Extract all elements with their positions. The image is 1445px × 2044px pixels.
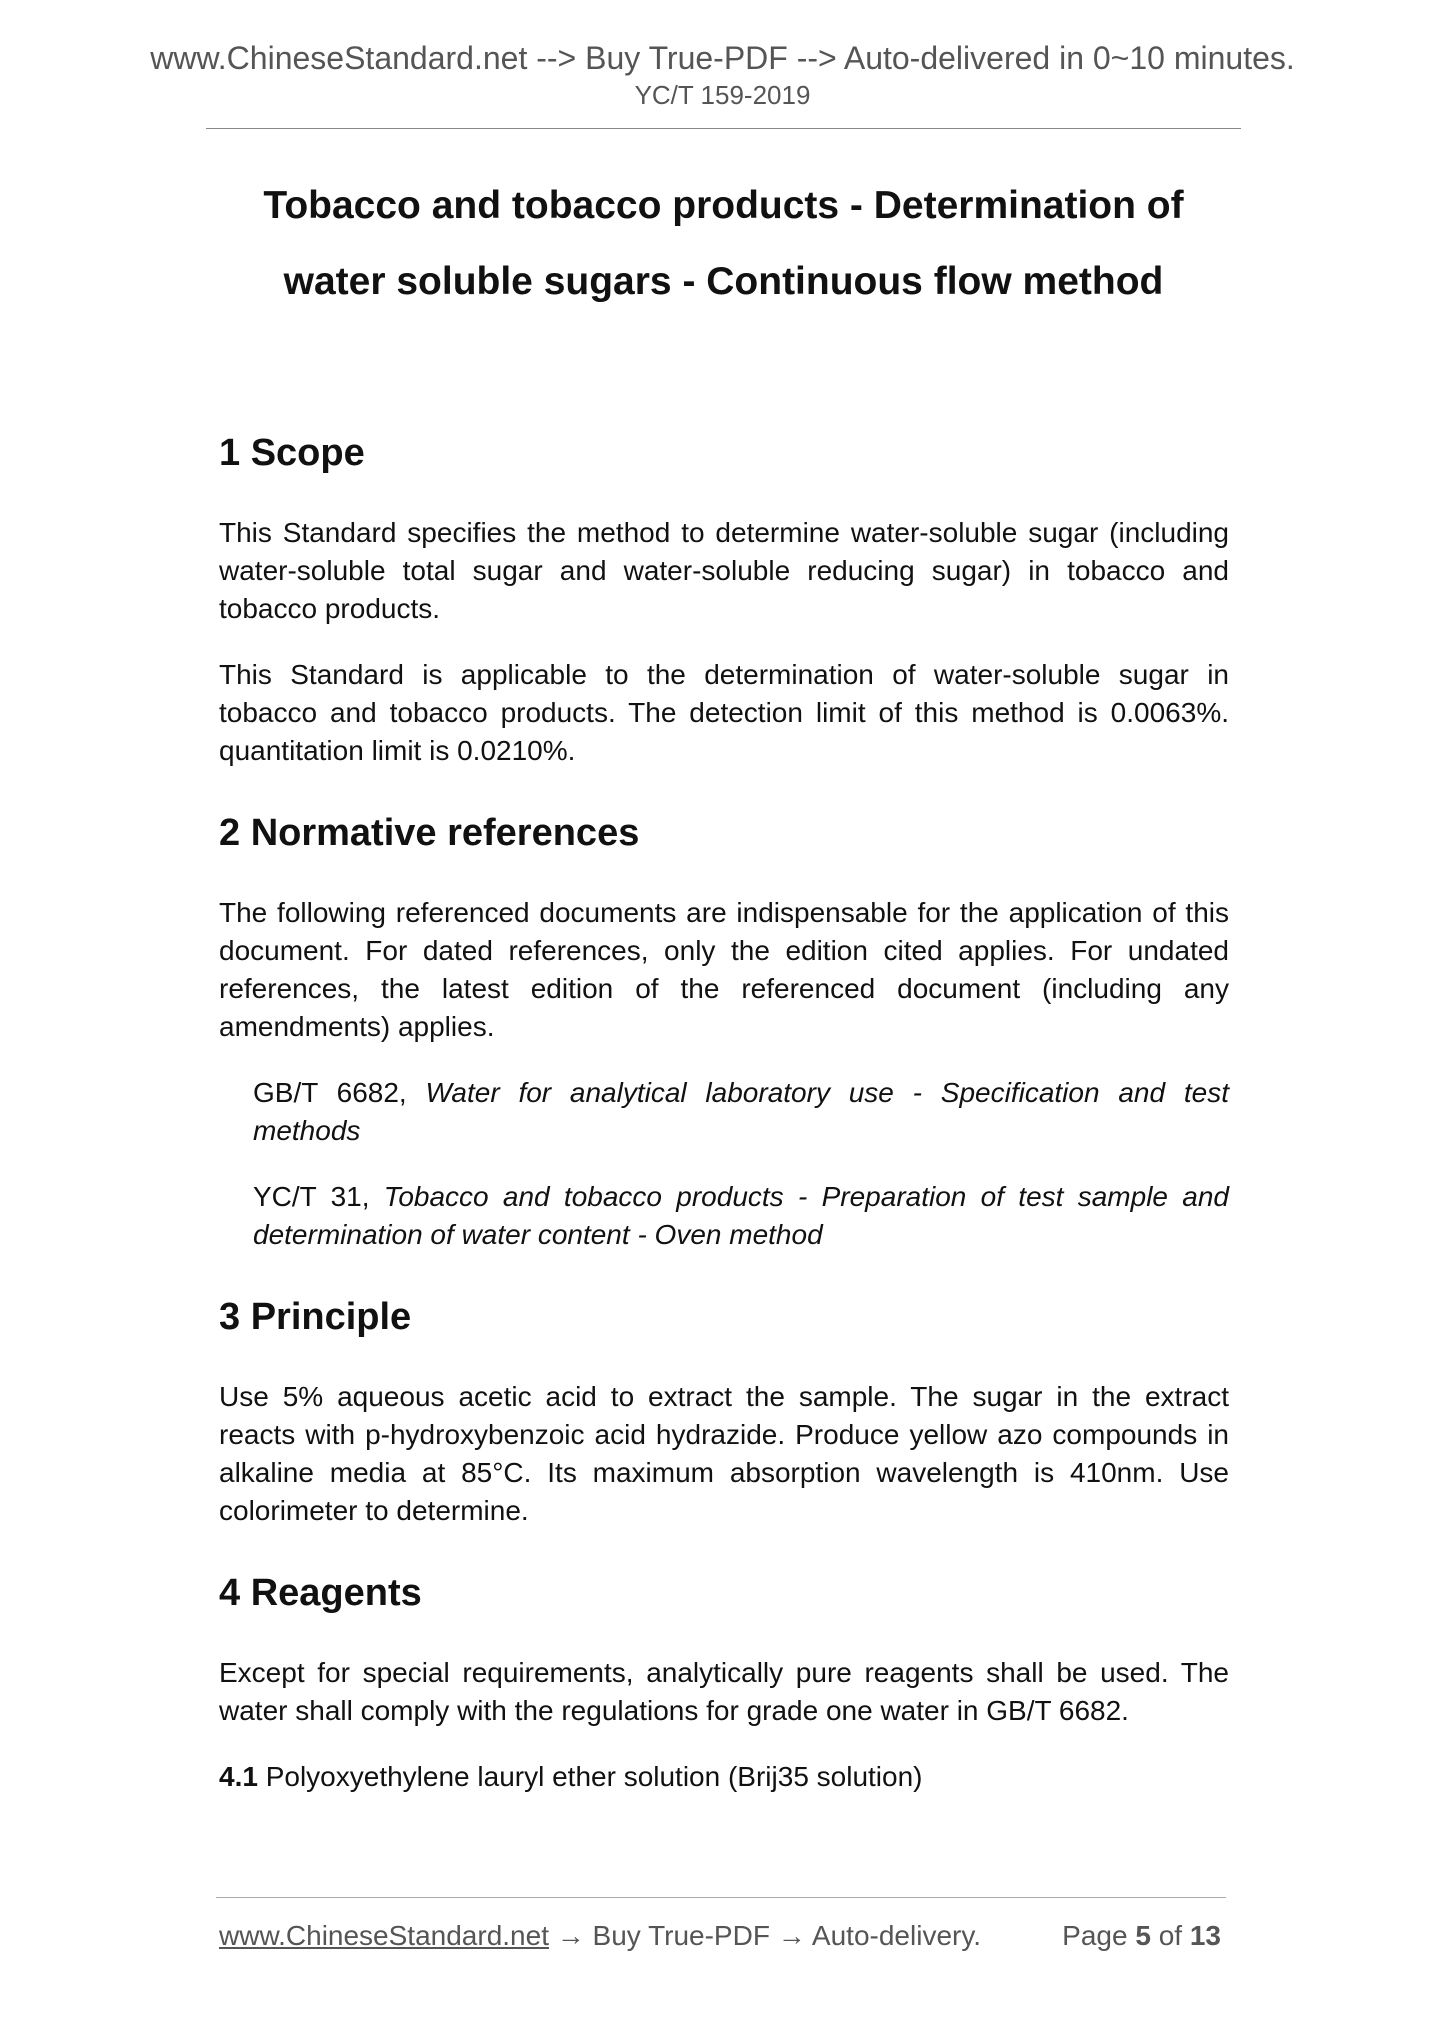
footer-tagline: → Buy True-PDF → Auto-delivery. xyxy=(548,1920,982,1951)
document-title xyxy=(206,168,1241,320)
section-3-heading: 3 Principle xyxy=(219,1296,412,1338)
references-paragraph: The following referenced documents are indispensable for the application of this document. For dated references, only the edition cited applies. For undated references, the latest edition of the referenced document (including any amendments) applies. xyxy=(219,897,1229,1042)
footer-site-link[interactable]: www.ChineseStandard.net xyxy=(219,1920,549,1951)
reference-code: GB/T 6682, xyxy=(253,1077,426,1108)
reference-item xyxy=(219,1074,1229,1150)
subclause-text: Polyoxyethylene lauryl ether solution (Brij35 solution) xyxy=(257,1761,923,1792)
subclause-4-1 xyxy=(219,1758,1229,1796)
section-2-heading: 2 Normative references xyxy=(219,812,640,854)
of-label: of xyxy=(1150,1920,1190,1951)
page-label: Page xyxy=(1062,1920,1136,1951)
document-code: YC/T 159-2019 xyxy=(634,80,811,110)
principle-paragraph: Use 5% aqueous acetic acid to extract the sample. The sugar in the extract reacts with p-hydroxybenzoic acid hydrazide. Produce yellow azo compounds in alkaline media at 85°C. Its maximum absorption wavelength is 410nm. Use colorimeter to determine. xyxy=(219,1381,1229,1526)
header-divider xyxy=(206,128,1241,129)
reagents-paragraph: Except for special requirements, analytically pure reagents shall be used. The water shall comply with the regulations for grade one water in GB/T 6682. xyxy=(219,1657,1229,1726)
reference-item xyxy=(219,1178,1229,1254)
reference-title: Water for analytical laboratory use - Specification and test methods xyxy=(253,1077,1229,1146)
section-4-heading: 4 Reagents xyxy=(219,1572,422,1614)
scope-paragraph-2: This Standard is applicable to the determination of water-soluble sugar in tobacco and tobacco products. The detection limit of this method is 0.0063%. quantitation limit is 0.0210%. xyxy=(219,659,1229,766)
subclause-number: 4.1 xyxy=(219,1761,258,1792)
document-body xyxy=(219,430,1229,1796)
header-banner: www.ChineseStandard.net --> Buy True-PDF --> Auto-delivered in 0~10 minutes. xyxy=(150,40,1295,76)
current-page: 5 xyxy=(1135,1920,1151,1951)
reference-code: YC/T 31, xyxy=(253,1181,384,1212)
page-indicator xyxy=(1062,1918,1221,1954)
reference-title: Tobacco and tobacco products - Preparation of test sample and determination of water content - Oven method xyxy=(253,1181,1229,1250)
section-1-heading: 1 Scope xyxy=(219,432,365,474)
title-line-2: water soluble sugars - Continuous flow method xyxy=(283,260,1164,303)
footer-divider xyxy=(216,1897,1226,1898)
footer-left xyxy=(219,1918,981,1954)
total-pages: 13 xyxy=(1189,1920,1221,1951)
title-line-1: Tobacco and tobacco products - Determination of xyxy=(263,184,1184,227)
scope-paragraph-1: This Standard specifies the method to determine water-soluble sugar (including water-soluble total sugar and water-soluble reducing sugar) in tobacco and tobacco products. xyxy=(219,517,1229,624)
